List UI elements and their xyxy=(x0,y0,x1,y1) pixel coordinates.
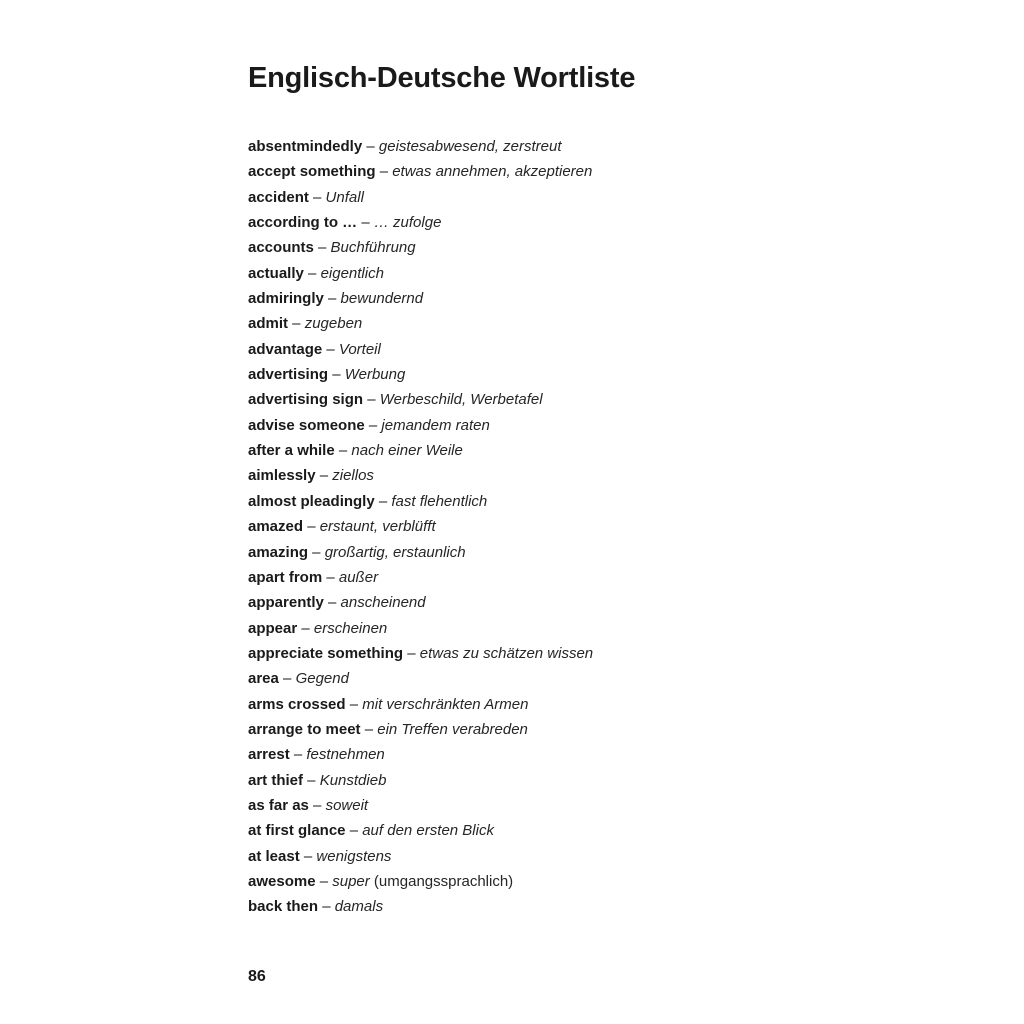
entry-separator: – xyxy=(303,518,320,536)
entry-separator: – xyxy=(299,847,317,865)
entry-term: accept something xyxy=(248,163,376,181)
entry-translation: jemandem raten xyxy=(381,416,490,434)
entry-term: accident xyxy=(248,188,309,206)
entry-translation: Unfall xyxy=(325,188,364,206)
word-entry xyxy=(248,616,593,641)
entry-term: apparently xyxy=(248,594,324,612)
entry-term: area xyxy=(248,670,279,688)
word-entry xyxy=(248,717,593,742)
entry-separator: – xyxy=(322,340,339,358)
entry-separator: – xyxy=(297,619,314,637)
entry-note: (umgangssprachlich) xyxy=(369,872,514,890)
entry-separator: – xyxy=(403,644,420,662)
entry-term: after a while xyxy=(248,442,335,460)
entry-separator: – xyxy=(323,594,341,612)
entry-separator: – xyxy=(360,720,378,738)
entry-translation: mit verschränkten Armen xyxy=(362,695,529,713)
entry-term: appreciate something xyxy=(248,644,404,662)
entry-term: according to … xyxy=(248,214,358,232)
entry-translation: auf den ersten Blick xyxy=(362,822,494,840)
word-entry xyxy=(248,286,593,311)
entry-separator: – xyxy=(357,214,374,232)
word-entry xyxy=(248,413,593,438)
word-entry xyxy=(248,793,593,818)
entry-separator: – xyxy=(323,290,341,308)
entry-translation: Buchführung xyxy=(330,239,416,257)
entry-term: art thief xyxy=(248,771,304,789)
entry-separator: – xyxy=(315,467,333,485)
entry-translation: bewundernd xyxy=(340,290,424,308)
entry-translation: Kunstdieb xyxy=(319,771,387,789)
entry-term: appear xyxy=(248,619,298,637)
word-entry xyxy=(248,818,593,843)
word-entry xyxy=(248,261,593,286)
entry-translation: nach einer Weile xyxy=(351,442,463,460)
entry-translation: ziellos xyxy=(332,467,374,485)
entry-term: amazing xyxy=(248,543,309,561)
word-entry xyxy=(248,844,593,869)
entry-translation: wenigstens xyxy=(316,847,392,865)
word-entry xyxy=(248,514,593,539)
entry-separator: – xyxy=(375,163,393,181)
word-entry xyxy=(248,185,593,210)
entry-term: arrange to meet xyxy=(248,720,361,738)
word-entry xyxy=(248,692,593,717)
entry-term: at first glance xyxy=(248,822,346,840)
entry-translation: Vorteil xyxy=(338,340,381,358)
entry-translation: festnehmen xyxy=(306,746,385,764)
entry-translation: etwas annehmen, akzeptieren xyxy=(392,163,593,181)
entry-translation: eigentlich xyxy=(320,264,384,282)
entry-translation: ein Treffen verabreden xyxy=(377,720,528,738)
entry-separator: – xyxy=(313,239,331,257)
word-entry xyxy=(248,337,593,362)
word-entry xyxy=(248,540,593,565)
entry-translation: etwas zu schätzen wissen xyxy=(419,644,594,662)
entry-separator: – xyxy=(308,543,325,561)
entry-separator: – xyxy=(308,796,326,814)
page-title: Englisch-Deutsche Wortliste xyxy=(248,62,636,94)
entry-term: back then xyxy=(248,898,319,916)
entry-separator: – xyxy=(362,138,379,155)
word-entry xyxy=(248,463,593,488)
word-entry xyxy=(248,768,593,793)
entry-translation: damals xyxy=(334,898,384,916)
word-entry xyxy=(248,489,593,514)
word-entry xyxy=(248,565,593,590)
entry-translation: Werbeschild, Werbetafel xyxy=(379,391,543,409)
entry-term: accounts xyxy=(248,239,314,257)
entry-term: arrest xyxy=(248,746,290,764)
word-entry xyxy=(248,590,593,615)
entry-separator: – xyxy=(318,898,335,916)
word-entry xyxy=(248,387,593,412)
entry-translation: anscheinend xyxy=(340,594,426,612)
entry-separator: – xyxy=(364,416,382,434)
entry-term: actually xyxy=(248,264,304,282)
entry-term: absentmindedly xyxy=(248,138,363,155)
word-entry xyxy=(248,438,593,463)
word-entry xyxy=(248,666,593,691)
entry-separator: – xyxy=(278,670,296,688)
entry-term: advertising sign xyxy=(248,391,364,409)
entry-separator: – xyxy=(374,492,392,510)
entry-translation: fast flehentlich xyxy=(391,492,488,510)
entry-translation: großartig, erstaunlich xyxy=(324,543,466,561)
entry-term: advantage xyxy=(248,340,323,358)
entry-translation: außer xyxy=(338,568,379,586)
entry-separator: – xyxy=(303,771,320,789)
entry-translation: super xyxy=(332,872,370,890)
word-entry xyxy=(248,894,593,919)
word-entry xyxy=(248,311,593,336)
entry-term: awesome xyxy=(248,872,316,890)
word-entry xyxy=(248,134,593,159)
word-entry xyxy=(248,869,593,894)
entry-translation: zugeben xyxy=(304,315,363,333)
entry-term: aimlessly xyxy=(248,467,316,485)
entry-separator: – xyxy=(288,315,305,333)
entry-term: advertising xyxy=(248,366,329,384)
entry-separator: – xyxy=(345,695,363,713)
entry-separator: – xyxy=(334,442,352,460)
entry-separator: – xyxy=(289,746,307,764)
page-number: 86 xyxy=(248,968,266,985)
entry-term: as far as xyxy=(248,796,309,814)
entry-term: at least xyxy=(248,847,300,865)
entry-translation: erstaunt, verblüfft xyxy=(319,518,436,536)
entry-translation: … zufolge xyxy=(373,214,442,232)
entry-term: admiringly xyxy=(248,290,324,308)
entry-separator: – xyxy=(322,568,339,586)
entry-term: advise someone xyxy=(248,416,365,434)
word-entry xyxy=(248,210,593,235)
entry-term: arms crossed xyxy=(248,695,346,713)
entry-translation: geistesabwesend, zerstreut xyxy=(378,138,562,155)
entry-term: admit xyxy=(248,315,289,333)
entry-separator: – xyxy=(315,872,333,890)
entry-term: apart from xyxy=(248,568,323,586)
entry-separator: – xyxy=(303,264,321,282)
entry-term: almost pleadingly xyxy=(248,492,375,510)
word-entry xyxy=(248,235,593,260)
entry-separator: – xyxy=(363,391,380,409)
entry-translation: Werbung xyxy=(344,366,406,384)
entry-separator: – xyxy=(308,188,326,206)
entry-translation: Gegend xyxy=(295,670,349,688)
entry-translation: erscheinen xyxy=(313,619,388,637)
word-entry xyxy=(248,742,593,767)
entry-separator: – xyxy=(345,822,363,840)
entry-term: amazed xyxy=(248,518,304,536)
word-list xyxy=(248,134,593,920)
word-entry xyxy=(248,159,593,184)
entry-translation: soweit xyxy=(325,796,369,814)
word-entry xyxy=(248,641,593,666)
word-entry xyxy=(248,362,593,387)
entry-separator: – xyxy=(328,366,345,384)
